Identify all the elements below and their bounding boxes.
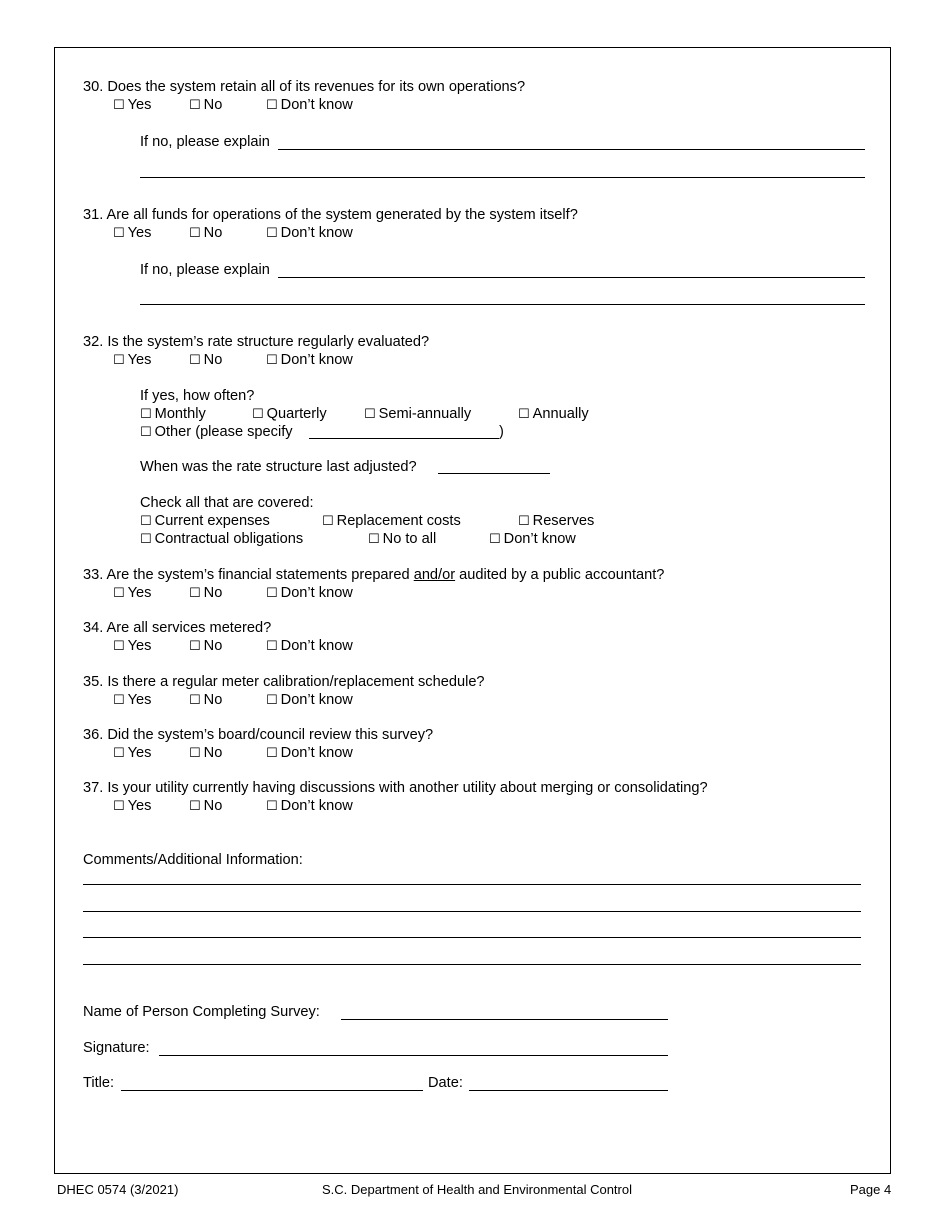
comments-field-line-4[interactable] xyxy=(83,964,861,965)
checkbox-icon: ☐ xyxy=(266,746,278,761)
q37-option-dont-know[interactable]: ☐ Don’t know xyxy=(266,798,353,814)
q31-explain-field-line-1[interactable] xyxy=(278,277,865,278)
q34-option-yes[interactable]: ☐ Yes xyxy=(113,638,152,654)
checkbox-icon: ☐ xyxy=(266,639,278,654)
comments-label: Comments/Additional Information: xyxy=(83,852,303,868)
question-31-text: 31. Are all funds for operations of the system generated by the system itself? xyxy=(83,207,578,223)
checkbox-icon: ☐ xyxy=(189,693,201,708)
checkbox-icon: ☐ xyxy=(364,407,376,422)
q32-covered-contractual-obligations[interactable]: ☐ Contractual obligations xyxy=(140,531,304,547)
checkbox-icon: ☐ xyxy=(140,407,152,422)
q32-last-adjusted-field[interactable] xyxy=(438,473,550,474)
title-field[interactable] xyxy=(121,1090,423,1091)
q30-option-yes[interactable]: ☐ Yes xyxy=(113,97,152,113)
q34-option-dont-know[interactable]: ☐ Don’t know xyxy=(266,638,353,654)
q30-explain-field-line-1[interactable] xyxy=(278,149,865,150)
q32-covered-no-to-all[interactable]: ☐ No to all xyxy=(368,531,437,547)
checkbox-icon: ☐ xyxy=(113,746,125,761)
checkbox-icon: ☐ xyxy=(189,98,201,113)
checkbox-icon: ☐ xyxy=(189,799,201,814)
checkbox-icon: ☐ xyxy=(113,693,125,708)
checkbox-icon: ☐ xyxy=(266,226,278,241)
question-30-text: 30. Does the system retain all of its revenues for its own operations? xyxy=(83,79,526,95)
q32-frequency-monthly[interactable]: ☐ Monthly xyxy=(140,406,206,422)
checkbox-icon: ☐ xyxy=(113,799,125,814)
emphasis-and-or: and/or xyxy=(413,567,456,583)
q32-other-close-paren: ) xyxy=(499,424,504,440)
checkbox-icon: ☐ xyxy=(189,353,201,368)
q36-option-no[interactable]: ☐ No xyxy=(189,745,223,761)
checkbox-icon: ☐ xyxy=(140,425,152,440)
agency-name: S.C. Department of Health and Environmental Control xyxy=(322,1182,632,1197)
checkbox-icon: ☐ xyxy=(140,514,152,529)
q32-covered-reserves[interactable]: ☐ Reserves xyxy=(518,513,595,529)
q37-option-no[interactable]: ☐ No xyxy=(189,798,223,814)
checkbox-icon: ☐ xyxy=(189,586,201,601)
q30-explain-label: If no, please explain xyxy=(140,134,270,150)
q31-option-no[interactable]: ☐ No xyxy=(189,225,223,241)
checkbox-icon: ☐ xyxy=(189,746,201,761)
date-field[interactable] xyxy=(469,1090,668,1091)
q32-option-yes[interactable]: ☐ Yes xyxy=(113,352,152,368)
title-label: Title: xyxy=(83,1075,115,1091)
q31-option-yes[interactable]: ☐ Yes xyxy=(113,225,152,241)
checkbox-icon: ☐ xyxy=(252,407,264,422)
comments-field-line-3[interactable] xyxy=(83,937,861,938)
checkbox-icon: ☐ xyxy=(266,586,278,601)
question-33-text: 33. Are the system’s financial statements prepared and/or audited by a public accountant? xyxy=(83,567,665,583)
checkbox-icon: ☐ xyxy=(113,226,125,241)
q32-covered-label: Check all that are covered: xyxy=(140,495,314,511)
checkbox-icon: ☐ xyxy=(189,639,201,654)
q32-frequency-other[interactable]: ☐ Other (please specify xyxy=(140,424,293,440)
q35-option-dont-know[interactable]: ☐ Don’t know xyxy=(266,692,353,708)
q32-option-dont-know[interactable]: ☐ Don’t know xyxy=(266,352,353,368)
checkbox-icon: ☐ xyxy=(518,514,530,529)
q30-option-no[interactable]: ☐ No xyxy=(189,97,223,113)
checkbox-icon: ☐ xyxy=(266,98,278,113)
question-34-text: 34. Are all services metered? xyxy=(83,620,272,636)
q34-option-no[interactable]: ☐ No xyxy=(189,638,223,654)
form-number: DHEC 0574 (3/2021) xyxy=(57,1182,179,1197)
q35-option-no[interactable]: ☐ No xyxy=(189,692,223,708)
q30-option-dont-know[interactable]: ☐ Don’t know xyxy=(266,97,353,113)
q33-option-dont-know[interactable]: ☐ Don’t know xyxy=(266,585,353,601)
question-35-text: 35. Is there a regular meter calibration/replacement schedule? xyxy=(83,674,485,690)
q32-covered-current-expenses[interactable]: ☐ Current expenses xyxy=(140,513,270,529)
checkbox-icon: ☐ xyxy=(266,693,278,708)
checkbox-icon: ☐ xyxy=(113,639,125,654)
checkbox-icon: ☐ xyxy=(113,586,125,601)
q33-option-no[interactable]: ☐ No xyxy=(189,585,223,601)
q31-option-dont-know[interactable]: ☐ Don’t know xyxy=(266,225,353,241)
name-of-person-field[interactable] xyxy=(341,1019,668,1020)
q32-covered-replacement-costs[interactable]: ☐ Replacement costs xyxy=(322,513,461,529)
q32-last-adjusted-label: When was the rate structure last adjusted? xyxy=(140,459,417,475)
checkbox-icon: ☐ xyxy=(113,98,125,113)
q35-option-yes[interactable]: ☐ Yes xyxy=(113,692,152,708)
q32-option-no[interactable]: ☐ No xyxy=(189,352,223,368)
question-32-text: 32. Is the system’s rate structure regularly evaluated? xyxy=(83,334,430,350)
signature-label: Signature: xyxy=(83,1040,150,1056)
q30-explain-field-line-2[interactable] xyxy=(140,177,865,178)
checkbox-icon: ☐ xyxy=(140,532,152,547)
q32-frequency-semi-annually[interactable]: ☐ Semi-annually xyxy=(364,406,472,422)
question-36-text: 36. Did the system’s board/council review this survey? xyxy=(83,727,434,743)
checkbox-icon: ☐ xyxy=(266,353,278,368)
q32-covered-dont-know[interactable]: ☐ Don’t know xyxy=(489,531,576,547)
q31-explain-field-line-2[interactable] xyxy=(140,304,865,305)
q36-option-dont-know[interactable]: ☐ Don’t know xyxy=(266,745,353,761)
checkbox-icon: ☐ xyxy=(266,799,278,814)
page-number: Page 4 xyxy=(850,1182,892,1197)
q32-other-specify-field[interactable] xyxy=(309,438,499,439)
checkbox-icon: ☐ xyxy=(322,514,334,529)
checkbox-icon: ☐ xyxy=(368,532,380,547)
comments-field-line-2[interactable] xyxy=(83,911,861,912)
checkbox-icon: ☐ xyxy=(518,407,530,422)
checkbox-icon: ☐ xyxy=(113,353,125,368)
q32-frequency-quarterly[interactable]: ☐ Quarterly xyxy=(252,406,327,422)
q32-frequency-annually[interactable]: ☐ Annually xyxy=(518,406,589,422)
q32-how-often-label: If yes, how often? xyxy=(140,388,255,404)
comments-field-line-1[interactable] xyxy=(83,884,861,885)
checkbox-icon: ☐ xyxy=(489,532,501,547)
question-37-text: 37. Is your utility currently having discussions with another utility about merging or consolidating? xyxy=(83,780,708,796)
q31-explain-label: If no, please explain xyxy=(140,262,270,278)
q33-option-yes[interactable]: ☐ Yes xyxy=(113,585,152,601)
name-of-person-label: Name of Person Completing Survey: xyxy=(83,1004,320,1020)
signature-field[interactable] xyxy=(159,1055,668,1056)
date-label: Date: xyxy=(428,1075,463,1091)
q37-option-yes[interactable]: ☐ Yes xyxy=(113,798,152,814)
q36-option-yes[interactable]: ☐ Yes xyxy=(113,745,152,761)
checkbox-icon: ☐ xyxy=(189,226,201,241)
